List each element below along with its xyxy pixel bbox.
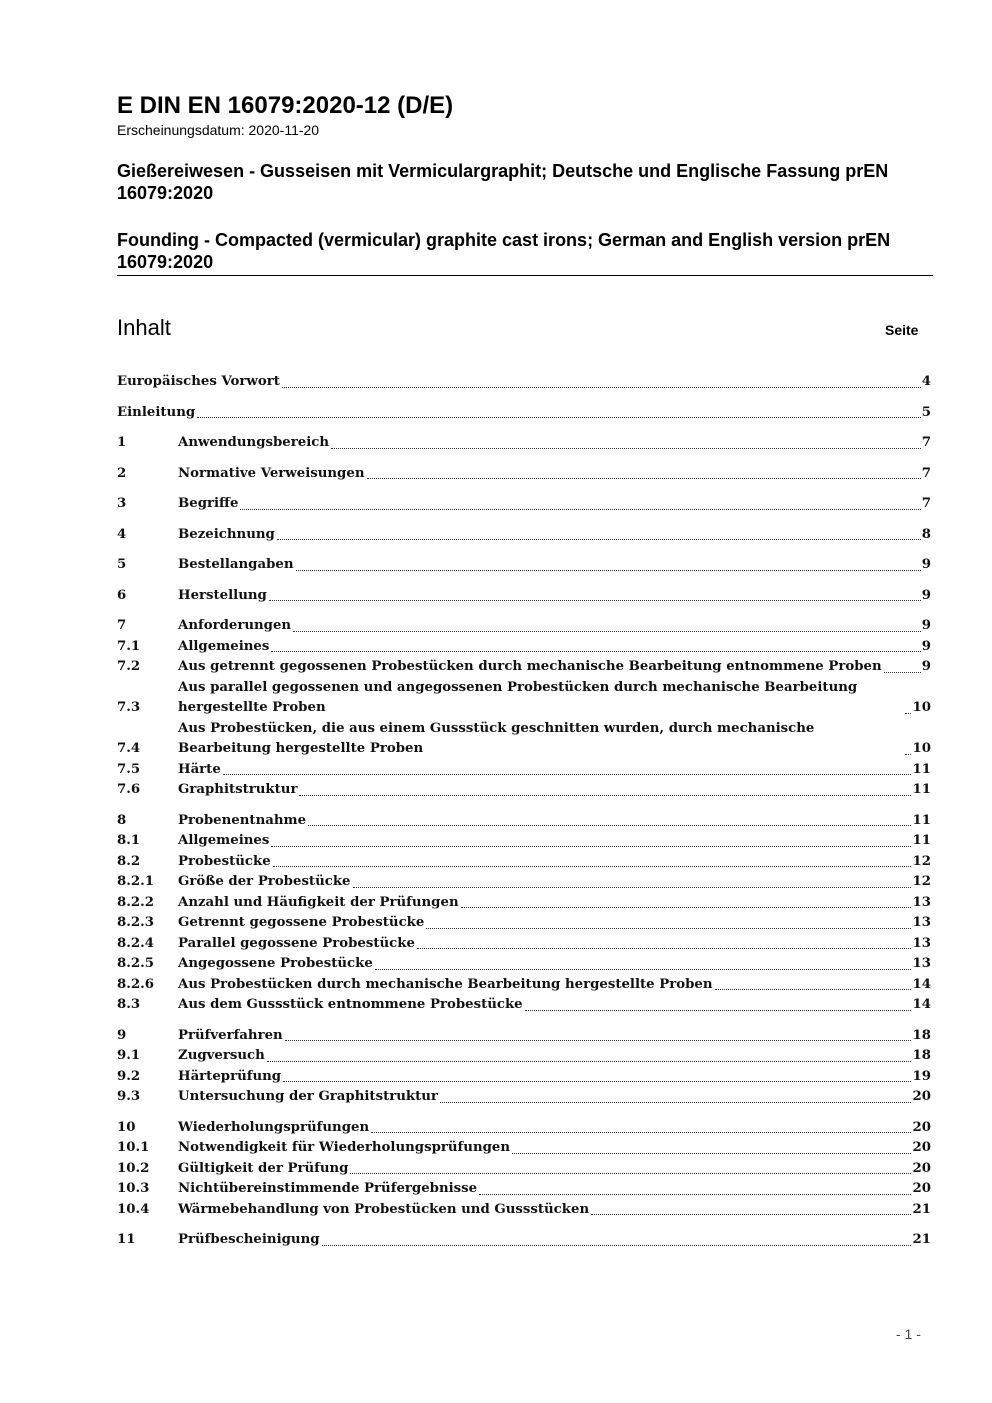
- toc-entry-page: 7: [921, 465, 931, 481]
- toc-entry[interactable]: [117, 616, 931, 637]
- toc-entry-body: [178, 433, 931, 454]
- toc-entry-body: [178, 1046, 931, 1067]
- toc-entry-number: 10.1: [117, 1140, 150, 1155]
- toc-dot-leader: [905, 753, 911, 755]
- toc-entry-page: 11: [912, 833, 931, 848]
- toc-entry-title: Aus getrennt gegossenen Probestücken durch mechanische Bearbeitung entnommene Proben: [178, 659, 882, 674]
- toc-entry-title: Einleitung: [117, 404, 196, 420]
- toc-entry-title: Gültigkeit der Prüfung: [178, 1160, 349, 1176]
- title-german: Gießereiwesen - Gusseisen mit Vermiculargraphit; Deutsche und Englische Fassung prEN 16079:2020: [117, 161, 889, 203]
- toc-entry-body: [178, 995, 931, 1016]
- toc-entry-body: [178, 780, 931, 801]
- toc-entry-number: 4: [117, 526, 127, 542]
- toc-entry-number: 8.2.3: [117, 915, 155, 930]
- toc-entry-title: Aus dem Gussstück entnommene Probestücke: [178, 997, 523, 1012]
- toc-entry-body: [178, 954, 931, 975]
- toc-entry[interactable]: [117, 780, 931, 801]
- toc-entry-number: 8.1: [117, 833, 141, 848]
- toc-dot-leader: [367, 477, 921, 479]
- toc-dot-leader: [296, 569, 921, 571]
- toc-entry[interactable]: [117, 872, 931, 893]
- toc-entry-body: [178, 525, 931, 546]
- toc-entry-page: 19: [912, 1068, 931, 1084]
- toc-entry[interactable]: [117, 1026, 931, 1047]
- toc-entry-body: [178, 494, 931, 515]
- toc-dot-leader: [426, 927, 911, 929]
- toc-entry-title: Probestücke: [178, 853, 271, 869]
- toc-entry-body: [178, 934, 931, 955]
- toc-entry-page: 20: [912, 1181, 931, 1196]
- toc-entry-page: 13: [912, 956, 931, 971]
- toc-entry-page: 20: [912, 1119, 931, 1135]
- toc-dot-leader: [269, 599, 921, 601]
- toc-entry-number: 8: [117, 812, 127, 828]
- toc-entry-number: 8.2: [117, 853, 141, 869]
- toc-entry-number: 9.2: [117, 1068, 141, 1084]
- title-english: Founding - Compacted (vermicular) graphite cast irons; German and English version prEN 16079:2020: [117, 230, 891, 272]
- toc-entry-title: Notwendigkeit für Wiederholungsprüfungen: [178, 1140, 511, 1155]
- toc-entry-body: [178, 811, 931, 832]
- toc-entry-body: [117, 403, 931, 424]
- toc-entry-number: 7.4: [117, 741, 141, 756]
- toc-dot-leader: [417, 947, 912, 949]
- toc-entry-title: Allgemeines: [178, 833, 270, 848]
- toc-entry-body: [178, 1200, 931, 1221]
- toc-entry-number: 9.3: [117, 1089, 141, 1104]
- toc-entry-page: 18: [912, 1048, 931, 1063]
- toc-entry-number: 7.5: [117, 761, 141, 777]
- toc-entry-number: 10.4: [117, 1201, 150, 1217]
- toc-dot-leader: [331, 447, 921, 449]
- toc-entry[interactable]: [117, 1118, 931, 1139]
- toc-entry-body: [178, 657, 931, 678]
- toc-entry-body: [178, 1087, 931, 1108]
- toc-entry-number: 11: [117, 1232, 136, 1247]
- toc-entry-body: [178, 913, 931, 934]
- toc-entry-title: Parallel gegossene Probestücke: [178, 935, 415, 951]
- toc-entry-title: Europäisches Vorwort: [117, 374, 280, 389]
- toc-entry-title: Aus Probestücken durch mechanische Bearbeitung hergestellte Proben: [178, 976, 713, 992]
- toc-entry[interactable]: [117, 657, 931, 678]
- toc-entry[interactable]: [117, 433, 931, 454]
- toc-entry-title: Anzahl und Häufigkeit der Prüfungen: [178, 894, 459, 910]
- toc-entry[interactable]: [117, 464, 931, 485]
- toc-entry-body: [178, 872, 931, 893]
- toc-entry[interactable]: [117, 1159, 931, 1180]
- toc-entry[interactable]: [117, 637, 931, 658]
- toc-entry-body: [178, 1179, 931, 1200]
- toc-entry[interactable]: [117, 831, 931, 852]
- toc-entry-body: [178, 1026, 931, 1047]
- toc-entry-page: 11: [912, 782, 931, 797]
- toc-entry-body: [178, 678, 931, 719]
- toc-dot-leader: [293, 630, 921, 632]
- toc-entry-page: 21: [912, 1232, 931, 1247]
- toc-entry-title: Allgemeines: [178, 638, 270, 654]
- toc-entry[interactable]: [117, 913, 931, 934]
- toc-entry-page: 7: [921, 435, 931, 450]
- toc-entry-body: [178, 975, 931, 996]
- toc-entry-title: Normative Verweisungen: [178, 465, 365, 481]
- toc-entry-body: [178, 760, 931, 781]
- toc-entry-title: Anforderungen: [178, 618, 292, 633]
- toc-entry[interactable]: [117, 893, 931, 914]
- toc-entry-number: 7.6: [117, 782, 141, 797]
- toc-entry-title: Graphitstruktur: [178, 782, 298, 797]
- toc-entry-body: [178, 464, 931, 485]
- toc-entry-number: 7.3: [117, 700, 141, 715]
- toc-entry-number: 5: [117, 557, 127, 572]
- toc-entry-body: [178, 1230, 931, 1251]
- toc-entry-page: 8: [921, 526, 931, 542]
- toc-entry-page: 12: [912, 874, 931, 889]
- toc-entry-number: 3: [117, 496, 127, 511]
- toc-entry-number: 10.3: [117, 1181, 150, 1196]
- toc-entry-title: Bezeichnung: [178, 526, 275, 542]
- page-number: - 1 -: [896, 1326, 921, 1342]
- toc-entry[interactable]: [117, 811, 931, 832]
- toc-entry[interactable]: [117, 525, 931, 546]
- toc-entry-body: [178, 1138, 931, 1159]
- toc-entry-body: [178, 1118, 931, 1139]
- publication-date: Erscheinungsdatum: 2020-11-20: [117, 122, 320, 138]
- toc-entry-title: Getrennt gegossene Probestücke: [178, 915, 425, 930]
- toc-entry[interactable]: [117, 975, 931, 996]
- toc-entry-number: 8.3: [117, 997, 141, 1012]
- toc-entry-page: 18: [912, 1027, 931, 1043]
- toc-dot-leader: [197, 416, 921, 418]
- toc-entry-page: 9: [921, 557, 931, 572]
- toc-entry-number: 7.1: [117, 638, 141, 654]
- toc-entry-title: Aus Probestücken, die aus einem Gussstück geschnitten wurden, durch mechanische Bearbeitung hergestellte Proben: [178, 720, 815, 756]
- toc-entry-page: 9: [921, 618, 931, 633]
- toc-entry[interactable]: [117, 1046, 931, 1067]
- toc-entry[interactable]: [117, 934, 931, 955]
- toc-entry-title: Anwendungsbereich: [178, 435, 330, 450]
- toc-entry-body: [178, 637, 931, 658]
- table-of-contents: [117, 372, 931, 1251]
- toc-entry-body: [178, 586, 931, 607]
- toc-entry[interactable]: [117, 760, 931, 781]
- toc-entry-title: Nichtübereinstimmende Prüfergebnisse: [178, 1181, 478, 1196]
- toc-entry[interactable]: [117, 1200, 931, 1221]
- toc-entry-title: Angegossene Probestücke: [178, 956, 373, 971]
- toc-dot-leader: [371, 1131, 911, 1133]
- toc-entry-page: 14: [912, 976, 931, 992]
- toc-dot-leader: [240, 508, 920, 510]
- toc-dot-leader: [512, 1152, 911, 1154]
- toc-entry[interactable]: [117, 586, 931, 607]
- toc-dot-leader: [223, 773, 912, 775]
- toc-entry[interactable]: [117, 678, 931, 719]
- toc-dot-leader: [267, 1060, 912, 1062]
- toc-entry-number: 9.1: [117, 1048, 141, 1063]
- toc-entry[interactable]: [117, 1067, 931, 1088]
- toc-entry[interactable]: [117, 372, 931, 393]
- toc-entry-body: [178, 719, 931, 760]
- toc-entry-body: [178, 852, 931, 873]
- toc-entry-number: 10: [117, 1119, 136, 1135]
- toc-entry-number: 8.2.4: [117, 935, 155, 951]
- toc-entry-number: 7: [117, 618, 127, 633]
- toc-heading: Inhalt: [117, 315, 171, 340]
- toc-entry-body: [178, 616, 931, 637]
- toc-dot-leader: [591, 1213, 911, 1215]
- toc-entry-body: [117, 372, 931, 393]
- toc-dot-leader: [525, 1009, 912, 1011]
- toc-entry-page: 12: [912, 853, 931, 869]
- toc-entry-title: Wiederholungsprüfungen: [178, 1119, 370, 1135]
- toc-entry-page: 13: [912, 935, 931, 951]
- toc-entry-title: Größe der Probestücke: [178, 874, 351, 889]
- toc-entry-page: 14: [912, 997, 931, 1012]
- toc-page-column-heading: Seite: [885, 322, 919, 338]
- toc-entry-page: 4: [921, 374, 931, 389]
- toc-entry-number: 1: [117, 435, 127, 450]
- toc-entry-page: 7: [921, 496, 931, 511]
- toc-dot-leader: [271, 650, 920, 652]
- toc-entry-title: Härteprüfung: [178, 1068, 282, 1084]
- toc-dot-leader: [271, 845, 911, 847]
- toc-entry-number: 8.2.5: [117, 956, 155, 971]
- toc-entry[interactable]: [117, 494, 931, 515]
- toc-entry-page: 9: [921, 587, 931, 603]
- toc-entry-number: 8.2.1: [117, 874, 155, 889]
- toc-dot-leader: [282, 386, 921, 388]
- toc-entry-page: 21: [912, 1201, 931, 1217]
- toc-entry[interactable]: [117, 403, 931, 424]
- toc-dot-leader: [375, 968, 912, 970]
- toc-entry-body: [178, 893, 931, 914]
- toc-entry-number: 8.2.2: [117, 894, 155, 910]
- toc-entry[interactable]: [117, 1138, 931, 1159]
- toc-entry-page: 13: [912, 894, 931, 910]
- toc-entry-number: 2: [117, 465, 127, 481]
- toc-dot-leader: [273, 865, 912, 867]
- toc-entry-number: 9: [117, 1027, 127, 1043]
- toc-entry[interactable]: [117, 995, 931, 1016]
- toc-dot-leader: [299, 794, 911, 796]
- toc-dot-leader: [277, 538, 921, 540]
- title-divider: [117, 275, 933, 276]
- toc-entry[interactable]: [117, 555, 931, 576]
- toc-dot-leader: [479, 1193, 911, 1195]
- toc-entry-page: 20: [912, 1160, 931, 1176]
- toc-entry-body: [178, 1067, 931, 1088]
- toc-entry-number: 8.2.6: [117, 976, 155, 992]
- toc-entry-number: 6: [117, 587, 127, 603]
- toc-entry-body: [178, 555, 931, 576]
- toc-dot-leader: [322, 1244, 912, 1246]
- toc-entry-body: [178, 1159, 931, 1180]
- toc-entry[interactable]: [117, 1179, 931, 1200]
- toc-entry-page: 20: [912, 1140, 931, 1155]
- toc-entry-title: Prüfverfahren: [178, 1027, 283, 1043]
- toc-entry-number: 10.2: [117, 1160, 150, 1176]
- toc-entry-title: Begriffe: [178, 496, 239, 511]
- toc-entry-page: 10: [912, 741, 931, 756]
- document-id: E DIN EN 16079:2020-12 (D/E): [117, 92, 454, 119]
- toc-entry-page: 11: [912, 812, 931, 828]
- toc-dot-leader: [715, 988, 912, 990]
- toc-entry-page: 9: [921, 659, 931, 674]
- toc-entry[interactable]: [117, 954, 931, 975]
- toc-dot-leader: [308, 824, 911, 826]
- toc-dot-leader: [285, 1039, 912, 1041]
- toc-entry-title: Untersuchung der Graphitstruktur: [178, 1089, 438, 1104]
- toc-entry-title: Herstellung: [178, 587, 267, 603]
- toc-entry-title: Aus parallel gegossenen und angegossenen Probestücken durch mechanische Bearbeitung hergestellte Proben: [178, 679, 858, 715]
- toc-entry-page: 10: [912, 700, 931, 715]
- toc-dot-leader: [353, 886, 912, 888]
- toc-entry-title: Härte: [178, 761, 221, 777]
- toc-dot-leader: [905, 712, 911, 714]
- toc-entry-page: 13: [912, 915, 931, 930]
- toc-entry[interactable]: [117, 1230, 931, 1251]
- toc-entry-title: Prüfbescheinigung: [178, 1232, 320, 1247]
- toc-entry-title: Probenentnahme: [178, 812, 307, 828]
- toc-entry[interactable]: [117, 852, 931, 873]
- toc-entry-body: [178, 831, 931, 852]
- toc-dot-leader: [440, 1101, 912, 1103]
- toc-entry-number: 7.2: [117, 659, 141, 674]
- toc-entry-page: 5: [921, 404, 931, 420]
- toc-entry-title: Bestellangaben: [178, 557, 294, 572]
- toc-entry-page: 11: [912, 761, 931, 777]
- toc-dot-leader: [884, 671, 921, 673]
- toc-dot-leader: [461, 906, 912, 908]
- toc-dot-leader: [283, 1080, 911, 1082]
- toc-entry-title: Wärmebehandlung von Probestücken und Gussstücken: [178, 1201, 590, 1217]
- toc-dot-leader: [350, 1172, 911, 1174]
- toc-entry-title: Zugversuch: [178, 1048, 265, 1063]
- toc-entry-page: 20: [912, 1089, 931, 1104]
- toc-entry-page: 9: [921, 638, 931, 654]
- toc-entry[interactable]: [117, 719, 931, 760]
- toc-entry[interactable]: [117, 1087, 931, 1108]
